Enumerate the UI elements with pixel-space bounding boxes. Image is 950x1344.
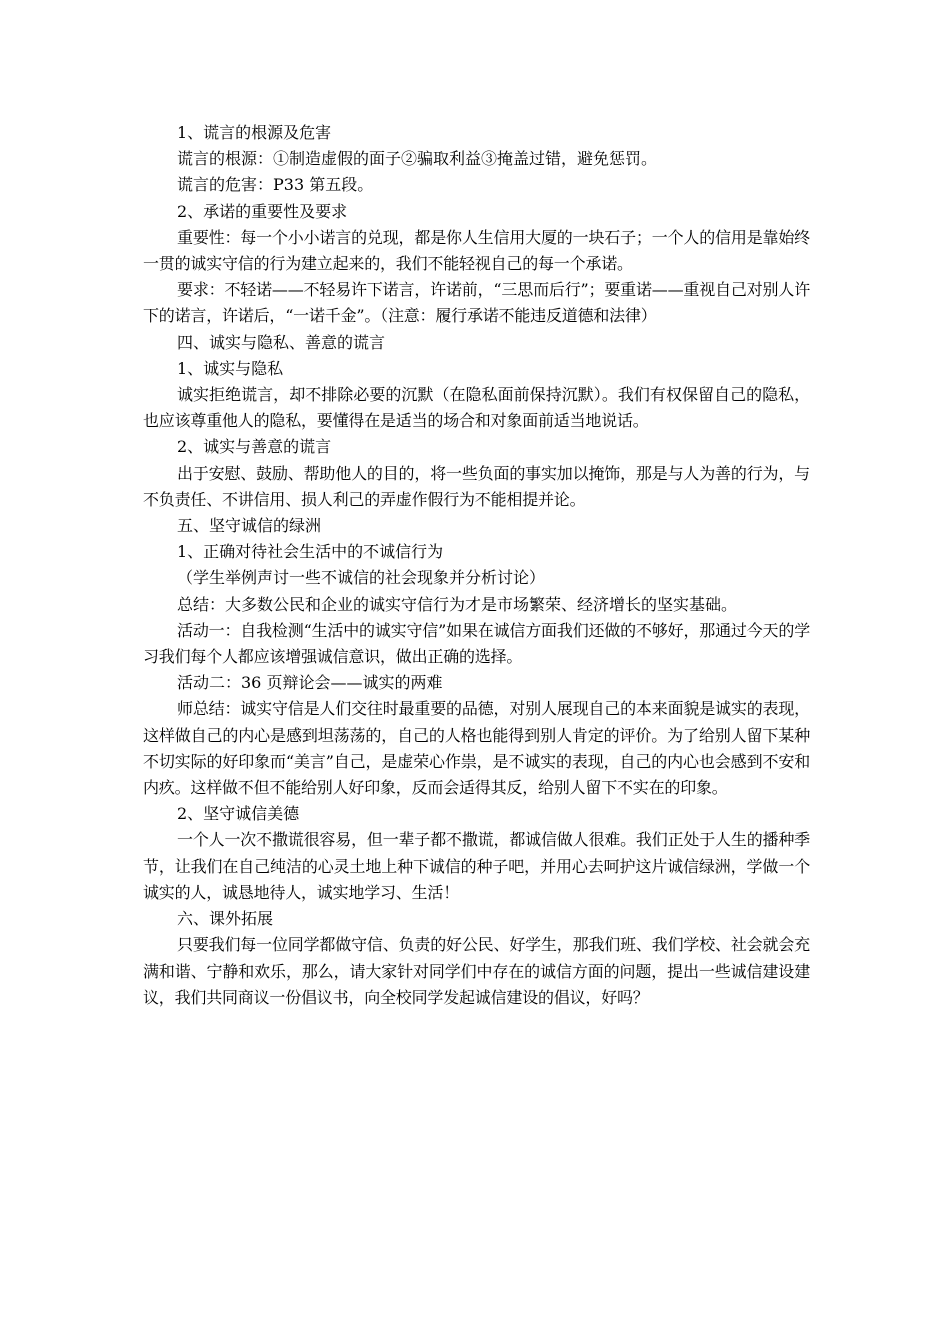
paragraph: 诚实拒绝谎言，却不排除必要的沉默（在隐私面前保持沉默）。我们有权保留自己的隐私，也应该尊重他人的隐私，要懂得在是适当的场合和对象面前适当地说话。 — [143, 385, 810, 431]
document-body — [143, 120, 810, 1011]
paragraph: 一个人一次不撒谎很容易，但一辈子都不撒谎，都诚信做人很难。我们正处于人生的播种季节，让我们在自己纯洁的心灵土地上种下诚信的种子吧，并用心去呵护这片诚信绿洲，学做一个诚实的人，诚恳地待人，诚实地学习、生活！ — [143, 830, 810, 902]
paragraph: （学生举例声讨一些不诚信的社会现象并分析讨论） — [177, 568, 546, 588]
paragraph: 谎言的根源：①制造虚假的面子②骗取利益③掩盖过错，避免惩罚。 — [177, 149, 658, 169]
paragraph: 总结：大多数公民和企业的诚实守信行为才是市场繁荣、经济增长的坚实基础。 — [177, 594, 738, 614]
section-heading: 1、诚实与隐私 — [177, 358, 284, 378]
paragraph: 活动二：36 页辩论会——诚实的两难 — [177, 673, 443, 693]
paragraph: 师总结：诚实守信是人们交往时最重要的品德，对别人展现自己的本来面貌是诚实的表现，这样做自己的内心是感到坦荡荡的，自己的人格也能得到别人肯定的评价。为了给别人留下某种不切实际的好印象而“美言”自己，是虚荣心作祟，是不诚实的表现，自己的内心也会感到不安和内疚。这样做不但不能给别人好印象，反而会适得其反，给别人留下不实在的印象。 — [143, 699, 810, 798]
section-heading: 2、诚实与善意的谎言 — [177, 437, 332, 457]
section-heading: 1、正确对待社会生活中的不诚信行为 — [177, 542, 444, 562]
paragraph: 活动一：自我检测“生活中的诚实守信”如果在诚信方面我们还做的不够好，那通过今天的学习我们每个人都应该增强诚信意识，做出正确的选择。 — [143, 620, 810, 667]
section-heading: 1、谎言的根源及危害 — [177, 123, 332, 142]
section-heading: 五、坚守诚信的绿洲 — [177, 516, 322, 536]
paragraph: 出于安慰、鼓励、帮助他人的目的，将一些负面的事实加以掩饰，那是与人为善的行为，与不负责任、不讲信用、损人利己的弄虚作假行为不能相提并论。 — [143, 463, 810, 509]
paragraph: 重要性：每一个小小诺言的兑现，都是你人生信用大厦的一块石子；一个人的信用是靠始终一贯的诚实守信的行为建立起来的，我们不能轻视自己的每一个承诺。 — [143, 227, 810, 274]
paragraph: 只要我们每一位同学都做守信、负责的好公民、好学生，那我们班、我们学校、社会就会充满和谐、宁静和欢乐，那么，请大家针对同学们中存在的诚信方面的问题，提出一些诚信建设建议，我们共同商议一份倡议书，向全校同学发起诚信建设的倡议，好吗？ — [143, 935, 810, 1007]
section-heading: 2、承诺的重要性及要求 — [177, 201, 348, 221]
section-heading: 六、课外拓展 — [177, 909, 274, 929]
paragraph: 要求：不轻诺——不轻易许下诺言，许诺前，“三思而后行”；要重诺——重视自己对别人许下的诺言，许诺后，“一诺千金”。（注意：履行承诺不能违反道德和法律） — [143, 280, 810, 326]
section-heading: 四、诚实与隐私、善意的谎言 — [177, 332, 386, 352]
section-heading: 2、坚守诚信美德 — [177, 804, 300, 824]
paragraph: 谎言的危害：P33 第五段。 — [177, 175, 374, 195]
